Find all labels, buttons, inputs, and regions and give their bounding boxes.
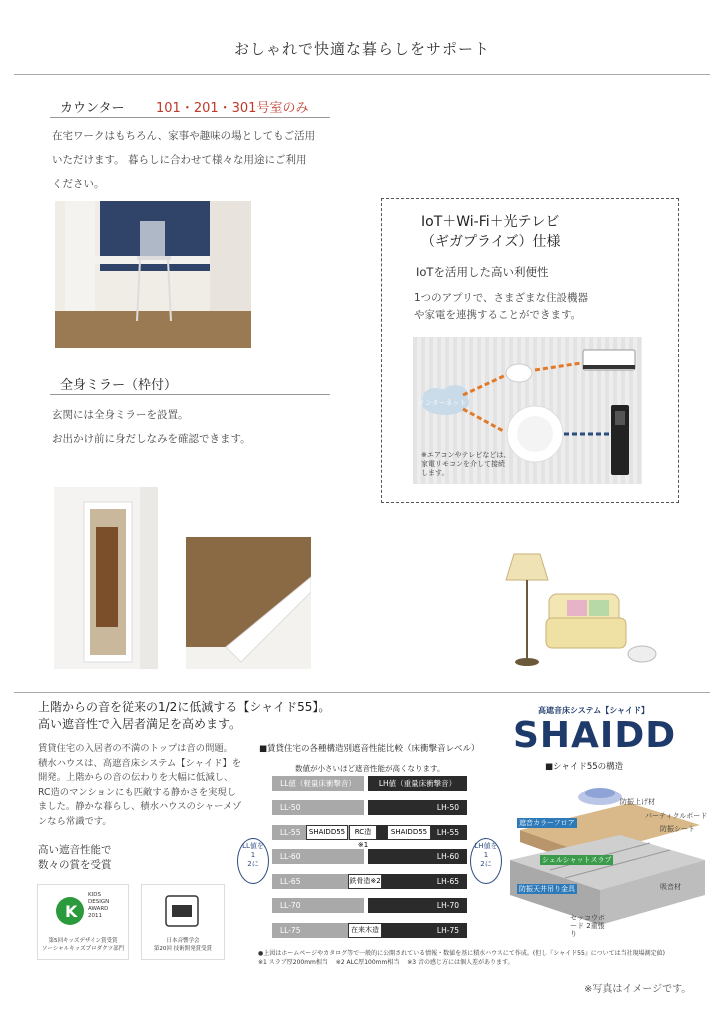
sound-chart	[272, 776, 467, 946]
structure-label-gypsum: セッコウボード 2重張り	[570, 914, 605, 938]
title-divider	[14, 74, 710, 75]
ll-row-4: LL-70	[272, 898, 364, 913]
section-divider	[14, 692, 710, 693]
lh-row-1: LH-55	[368, 825, 467, 840]
award-kids-design: K KIDS DESIGN AWARD 2011 第5回キッズデザイン賞受賞 ソーシャルキッズプロダクツ部門	[37, 884, 129, 960]
counter-photo	[55, 201, 251, 348]
iot-subtitle: IoTを活用した高い利便性	[416, 265, 549, 279]
mirror-heading: 全身ミラー（枠付）	[60, 378, 178, 393]
ll-row-1: LL-55	[272, 825, 364, 840]
structure-label-hanger: 防振天井吊り金具	[519, 885, 575, 893]
structure-label: ■シャイド55の構造	[545, 762, 624, 772]
lh-row-4: LH-70	[368, 898, 467, 913]
internet-label: インターネット	[418, 399, 467, 407]
mirror-underline	[50, 394, 330, 395]
structure-label-riser: 防振上げ材	[620, 798, 655, 806]
counter-text: 在宅ワークはもちろん、家事や趣味の場としてもご活用 いただけます。 暮らしに合わせて様々な用途にご利用 ください。	[52, 130, 316, 190]
page-title: おしゃれで快適な暮らしをサポート	[233, 40, 490, 58]
shaidd-headline: 上階からの音を従来の1/2に低減する【シャイド55】。 高い遮音性で入居者満足を高めます。	[38, 700, 331, 731]
lh-row-3: LH-65	[368, 874, 467, 889]
ll-row-0: LL-50	[272, 800, 364, 815]
award-acoustic-society: 日本音響学会 第20回 技術開発賞受賞	[141, 884, 225, 960]
chart-title: ■賃貸住宅の各種構造別遮音性能比較（床衝撃音レベル）	[259, 744, 480, 754]
counter-underline	[50, 117, 330, 118]
chart-marker-1-1: RC造※1	[349, 825, 377, 840]
mirror-photo-2	[186, 537, 311, 669]
lh-row-5: LH-75	[368, 923, 467, 938]
ll-row-3: LL-65	[272, 874, 364, 889]
iot-note: ※エアコンやテレビなどは、 家電リモコンを介して接続 します。	[421, 451, 511, 477]
ll-half-circle: LL値を 1 2に	[237, 838, 269, 884]
structure-label-slab: シェルシャットスラブ	[542, 856, 612, 864]
chart-marker-3-0: 鉄骨造※2	[348, 874, 382, 889]
shaidd-logo: SHAIDD	[513, 715, 677, 756]
award-heading: 高い遮音性能で 数々の賞を受賞	[38, 844, 112, 871]
brand-caption: 高遮音床システム【シャイド】	[538, 706, 650, 715]
chart-marker-1-2: SHAIDD55	[387, 825, 431, 840]
lh-header: LH値（重量床衝撃音）	[368, 776, 467, 791]
structure-label-absorber: 吸音材	[660, 883, 681, 891]
mirror-text: 玄関には全身ミラーを設置。 お出かけ前に身だしなみを確認できます。	[52, 409, 251, 445]
counter-heading: カウンター	[60, 101, 125, 116]
structure-label-sheet: 防振シート	[660, 825, 695, 833]
shaidd-notes: ●上図はホームページやカタログ等で一般的に公開されている情報・数値を基に積水ハウスにて作成。(但し『シャイド55』については当社現場測定値) ※1 スラブ厚200mm相当 ※2 ALC厚100mm相当 ※3 音の感じ方には個人差があります。	[258, 950, 666, 966]
ll-row-5: LL-75	[272, 923, 364, 938]
chart-marker-1-0: SHAIDD55	[306, 825, 348, 840]
lh-half-circle: LH値を 1 2に	[470, 838, 502, 884]
counter-rooms: 101・201・301号室のみ	[156, 101, 309, 116]
iot-description: 1つのアプリで、さまざまな住設機器 や家電を連携することができます。	[414, 292, 589, 321]
iot-title: IoT＋Wi-Fi＋光テレビ （ギガプライズ）仕様	[421, 214, 561, 250]
structure-label-board: パーティクルボード	[645, 812, 708, 820]
ll-header: LL値（軽量床衝撃音）	[272, 776, 364, 791]
chart-marker-5-0: 在来木造	[348, 923, 382, 938]
photo-footnote: ※写真はイメージです。	[584, 984, 692, 995]
lh-row-0: LH-50	[368, 800, 467, 815]
lh-row-2: LH-60	[368, 849, 467, 864]
svg-text:K: K	[65, 902, 78, 921]
ll-row-2: LL-60	[272, 849, 364, 864]
chart-caption: 数値が小さいほど遮音性能が高くなります。	[295, 764, 445, 773]
structure-label-floor: 遮音カラーフロア	[519, 819, 575, 827]
mirror-photo-1	[54, 487, 158, 669]
living-illustration	[494, 542, 658, 672]
shaidd-body: 賃貸住宅の入居者の不満のトップは音の問題。 積水ハウスは、高遮音床システム【シャイド】を 開発。上階からの音の伝わりを大幅に低減し、 RC造のマンションにも匹敵する静かさを実現し ました。静かな暮らし、積水ハウスのシャーメゾ ンなら常識です。	[38, 743, 242, 827]
